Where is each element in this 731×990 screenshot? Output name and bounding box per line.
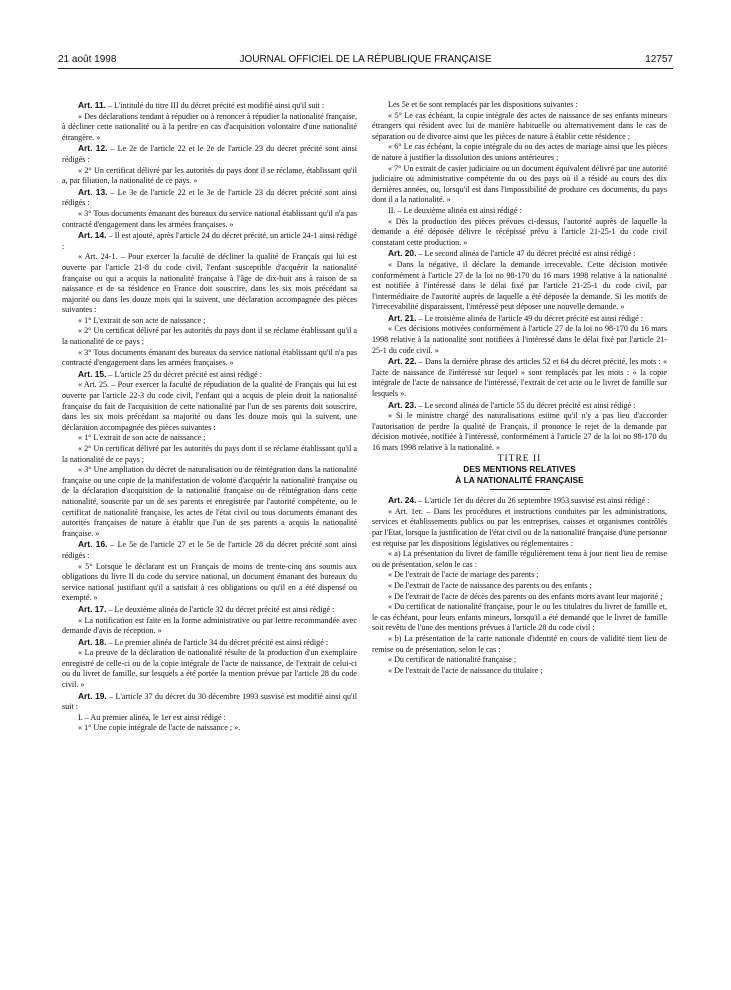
paragraph-text: « b) La présentation de la carte nationale d'identité en cours de validité tient lieu de remise ou de présentation, selon le cas : (372, 633, 667, 654)
article-label: Art. 18. (78, 636, 107, 647)
paragraph-text: « 7° Un extrait de casier judiciaire ou un document équivalent délivré par une autorité judiciaire ou administrative compétente du ou des pays où il a résidé au cours des dix dernières années, ou, lorsqu'il est dans l'impossibilité de produire ces documents, du pays dont il a la nationalité. » (372, 163, 667, 205)
text-paragraph (372, 655, 667, 666)
paragraph-text: « 5° Lorsque le déclarant est un Français de moins de trente-cinq ans soumis aux obligations du livre II du code du service national, un document émanant des bureaux du service national justifiant qu'il a satisfait à ces obligations ou qu'il en a été dispensé ou exempté. » (62, 561, 357, 603)
article-label: Art. 19. (78, 690, 107, 701)
text-paragraph (62, 562, 357, 604)
right-column (372, 100, 667, 676)
paragraph-text: « a) La présentation du livret de famille régulièrement tenu à jour tient lieu de remise ou de présentation, selon le cas : (372, 549, 667, 569)
text-paragraph (62, 316, 357, 327)
paragraph-text: Les 5e et 6e sont remplacés par les dispositions suivantes : (388, 100, 578, 109)
text-paragraph (62, 616, 357, 637)
article-paragraph (62, 691, 357, 713)
paragraph-text: I. – Au premier alinéa, le 1er est ainsi rédigé : (78, 712, 226, 722)
paragraph-text: « Ces décisions motivées conformément à l'article 27 de la loi no 98-170 du 16 mars 1998 relative à la nationalité sont notifiées à l'intéressé dans le délai fixé par l'article 21-25-1 du code civil. » (372, 324, 667, 355)
paragraph-text: « 2° Un certificat délivré par les autorités du pays dont il se réclame établissant qu'il a la nationalité de ce pays ; (62, 326, 357, 347)
article-paragraph (372, 313, 667, 325)
text-paragraph (372, 206, 667, 217)
text-paragraph (372, 164, 667, 206)
text-paragraph (372, 570, 667, 581)
article-label: Art. 22. (388, 356, 417, 367)
paragraph-text: – Il est ajouté, après l'article 24 du décret précité, un article 24-1 ainsi rédigé : (62, 231, 357, 251)
text-paragraph (372, 581, 667, 592)
article-paragraph (62, 637, 357, 649)
paragraph-text: « De l'extrait de l'acte de mariage des parents ; (388, 570, 539, 580)
text-paragraph (62, 166, 357, 187)
header-journal-title: JOURNAL OFFICIEL DE LA RÉPUBLIQUE FRANÇAISE (239, 54, 492, 65)
right-column-articles (372, 100, 667, 454)
text-paragraph (372, 592, 667, 603)
paragraph-text: – L'article 1er du décret du 26 septembre 1953 susvisé est ainsi rédigé : (416, 496, 650, 506)
paragraph-text: « 3° Une ampliation du décret de naturalisation ou de réintégration dans la nationalité française ou une copie de la manifestation de volonté d'acquérir la nationalité française ou de la déclaration d'acquisition de la nationalité française ou de réintégration dans cette nationalité, souscrite par un de ses parents et enregistrée par l'autorité compétente, ou le certificat de nationalité française, les actes de l'état civil ou tous documents émanant des autorités françaises de nature à établir que l'un de ses parents a acquis la nationalité française. » (62, 465, 357, 538)
text-paragraph (372, 666, 667, 677)
paragraph-text: « Art. 24-1. – Pour exercer la faculté de décliner la qualité de Français qui lui est ouverte par l'article 21-8 du code civil, l'enfant susceptible d'acquérir la nationalité française ou qui a acquis la nationalité française à l'âge de dix-huit ans à raison de sa naissance et de sa résidence en France doit souscrire, dans les six mois précédant sa majorité ou dans les douze mois qui la suivent, une déclaration accompagnée des pièces suivantes : (62, 252, 357, 315)
article-label: Art. 17. (78, 603, 107, 614)
article-paragraph (62, 369, 357, 381)
paragraph-text: « 6° Le cas échéant, la copie intégrale du ou des actes de mariage ainsi que les pièces de nature à justifier la dissolution des unions antérieures ; (372, 142, 667, 162)
paragraph-text: « Art. 25. – Pour exercer la faculté de répudiation de la qualité de Français qui lui est ouverte par l'article 22-3 du code civil, l'enfant qui a acquis de plein droit la nationalité française du fait de l'acquisition de cette nationalité par l'un de ses parents doit souscrire, dans les six mois précédant sa majorité ou dans les douze mois qui la suivent, une déclaration accompagnée des pièces suivantes : (62, 380, 357, 432)
paragraph-text: – Le second alinéa de l'article 55 du décret précité est ainsi rédigé : (416, 400, 636, 410)
paragraph-text: – Le 3e de l'article 22 et le 3e de l'article 23 du décret précité sont ainsi rédigés : (62, 187, 357, 208)
text-paragraph (372, 111, 667, 143)
paragraph-text: – Le 2e de l'article 22 et le 2e de l'article 23 du décret précité sont ainsi rédigés : (62, 144, 357, 164)
paragraph-text: « 1° Une copie intégrale de l'acte de naissance ; ». (78, 723, 241, 733)
paragraph-text: « 1° L'extrait de son acte de naissance ; (78, 433, 206, 443)
paragraph-text: « 2° Un certificat délivré par les autorités du pays dont il se réclame établissant qu'il a la nationalité de ce pays ; (62, 444, 357, 464)
page-header (58, 54, 673, 68)
article-label: Art. 11. (78, 100, 106, 110)
article-label: Art. 21. (388, 312, 417, 323)
paragraph-text: « La preuve de la déclaration de nationalité résulte de la production d'un exemplaire enregistré de celle-ci ou de la copie intégrale de l'acte de naissance, de l'extrait de celui-ci ou du livret de famille, sur lesquels a été portée la mention prévue par l'article 28 du code civil. » (62, 648, 357, 690)
paragraph-text: « De l'extrait de l'acte de décès des parents ou des enfants morts avant leur majorité ; (388, 591, 663, 601)
text-paragraph (62, 433, 357, 444)
paragraph-text: « 3° Tous documents émanant des bureaux du service national établissant qu'il n'a pas contracté d'engagement dans les armées françaises. » (62, 208, 357, 229)
paragraph-text: – Le second alinéa de l'article 47 du décret précité est ainsi rédigé : (416, 249, 636, 259)
paragraph-text: « 5° Le cas échéant, la copie intégrale des actes de naissance de ses enfants mineurs étrangers qui résident avec lui de manière habituelle ou alternativement dans le cas de séparation ou de divorce ainsi que les pièces de nature à établir cette résidence ; (372, 110, 667, 141)
left-column (62, 100, 357, 734)
paragraph-text: – L'article 25 du décret précité est ainsi rédigé : (106, 369, 263, 379)
paragraph-text: « Dans la négative, il déclare la demande irrecevable. Cette décision motivée conformément à l'article 27 de la loi no 98-170 du 16 mars 1998 relative à la nationalité est notifiée à l'intéressé dans le délai fixé par l'article 21-25-1 du code civil, par l'intermédiaire de l'autorité auprès de laquelle a été déposée la demande. Si les motifs de l'irrecevabilité disparaissent, l'intéressé peut déposer une nouvelle demande. » (372, 259, 667, 312)
text-paragraph (62, 252, 357, 316)
paragraph-text: – Le deuxième alinéa de l'article 32 du décret précité est ainsi rédigé : (106, 604, 335, 614)
text-paragraph (372, 217, 667, 249)
paragraph-text: – Le troisième alinéa de l'article 49 du décret précité est ainsi rédigé : (416, 313, 644, 323)
right-column-articles-after (372, 495, 667, 676)
article-paragraph (372, 356, 667, 399)
article-paragraph (62, 539, 357, 561)
article-label: Art. 13. (78, 186, 108, 197)
text-paragraph (372, 100, 667, 111)
article-label: Art. 24. (388, 495, 417, 506)
article-paragraph (62, 100, 357, 112)
text-paragraph (372, 142, 667, 163)
article-label: Art. 16. (78, 539, 108, 550)
article-paragraph (62, 230, 357, 252)
paragraph-text: « 1° L'extrait de son acte de naissance ; (78, 315, 206, 325)
paragraph-text: « Du certificat de nationalité française ; (388, 655, 517, 665)
text-paragraph (62, 648, 357, 690)
paragraph-text: II. – Le deuxième alinéa est ainsi rédigé : (388, 205, 522, 215)
article-paragraph (62, 143, 357, 165)
paragraph-text: « Art. 1er. – Dans les procédures et instructions conduites par les administrations, services et établissements publics ou par les entreprises, caisses et organismes contrôlés par l'Etat, lorsque la justification de l'état civil ou de la nationalité française d'une personne est requise par les dispositions législatives ou réglementaires : (372, 506, 667, 548)
paragraph-text: « De l'extrait de l'acte de naissance des parents ou des enfants ; (388, 580, 592, 590)
paragraph-text: – L'intitulé du titre III du décret précité est modifié ainsi qu'il suit : (105, 101, 325, 110)
titre-heading: TITRE II (497, 453, 542, 464)
paragraph-text: « Du certificat de nationalité française, pour le ou les titulaires du livret de famille et, le cas échéant, pour leurs enfants mineurs, lorsqu'il a été demandé que le livret de famille soit revêtu de l'une des mentions prévues à l'article 28 du code civil ; (372, 602, 667, 633)
text-paragraph (372, 324, 667, 356)
text-paragraph (372, 549, 667, 570)
article-label: Art. 14. (78, 230, 107, 241)
paragraph-text: – L'article 37 du décret du 30 décembre 1993 susvisé est modifié ainsi qu'il suit : (62, 691, 357, 712)
text-paragraph (372, 260, 667, 313)
text-paragraph (62, 326, 357, 347)
header-page-number: 12757 (645, 54, 673, 65)
text-paragraph (62, 209, 357, 230)
article-label: Art. 12. (78, 143, 108, 154)
text-paragraph (62, 723, 357, 734)
article-paragraph (62, 187, 357, 209)
article-paragraph (372, 400, 667, 412)
header-date: 21 août 1998 (58, 54, 117, 65)
paragraph-text: « 2° Un certificat délivré par les autorités du pays dont il se réclame, établissant qu'il a, par filiation, la nationalité de ce pays. » (62, 165, 357, 186)
paragraph-text: « Des déclarations tendant à répudier ou à renoncer à répudier la nationalité française, à décliner cette nationalité ou à la perdre en cas d'acquisition volontaire d'une nationalité étrangère. » (62, 111, 357, 142)
article-label: Art. 15. (78, 368, 107, 379)
header-rule (58, 68, 673, 69)
text-paragraph (62, 713, 357, 724)
article-paragraph (372, 495, 667, 507)
article-label: Art. 23. (388, 399, 417, 410)
text-paragraph (62, 112, 357, 144)
paragraph-text: « Si le ministre chargé des naturalisations estime qu'il n'y a pas lieu d'accorder l'autorisation de perdre la qualité de Français, il prononce le rejet de la demande par décision motivée, notifiée à l'intéressé, conformément à l'article 27 de la loi no 98-170 du 16 mars 1998 relative à la nationalité. » (372, 411, 667, 452)
text-paragraph (62, 444, 357, 465)
article-paragraph (372, 248, 667, 260)
text-paragraph (62, 465, 357, 539)
paragraph-text: – Dans la dernière phrase des articles 52 et 64 du décret précité, les mots : « l'acte de naissance de l'intéressé sur lequel » sont remplacés par les mots : « la copie intégrale de l'acte de naissance de l'intéressé, l'extrait de cet acte ou le livret de famille sur lesquels ». (372, 357, 667, 399)
titre-subtitle-line1: DES MENTIONS RELATIVES (463, 464, 576, 475)
paragraph-text: – Le premier alinéa de l'article 34 du décret précité est ainsi rédigé : (106, 637, 329, 647)
text-paragraph (62, 380, 357, 433)
paragraph-text: « De l'extrait de l'acte de naissance du titulaire ; (388, 665, 543, 675)
text-paragraph (372, 602, 667, 634)
text-paragraph (372, 634, 667, 655)
article-paragraph (62, 604, 357, 616)
paragraph-text: « La notification est faite en la forme administrative ou par lettre recommandée avec demande d'avis de réception. » (62, 615, 357, 636)
paragraph-text: – Le 5e de l'article 27 et le 5e de l'article 28 du décret précité sont ainsi rédigés : (62, 540, 357, 560)
titre-subtitle-line2: À LA NATIONALITÉ FRANÇAISE (455, 475, 584, 486)
text-paragraph (372, 411, 667, 453)
article-label: Art. 20. (388, 248, 417, 259)
titre-rule (490, 489, 550, 490)
paragraph-text: « Dès la production des pièces prévues ci-dessus, l'autorité auprès de laquelle la demande a été déposée délivre le récépissé prévu à l'article 21-25-1 du code civil constatant cette production. » (372, 216, 667, 247)
text-paragraph (62, 348, 357, 369)
text-paragraph (372, 507, 667, 549)
paragraph-text: « 3° Tous documents émanant des bureaux du service national établissant qu'il n'a pas contracté d'engagement dans les armées françaises. » (62, 347, 357, 368)
